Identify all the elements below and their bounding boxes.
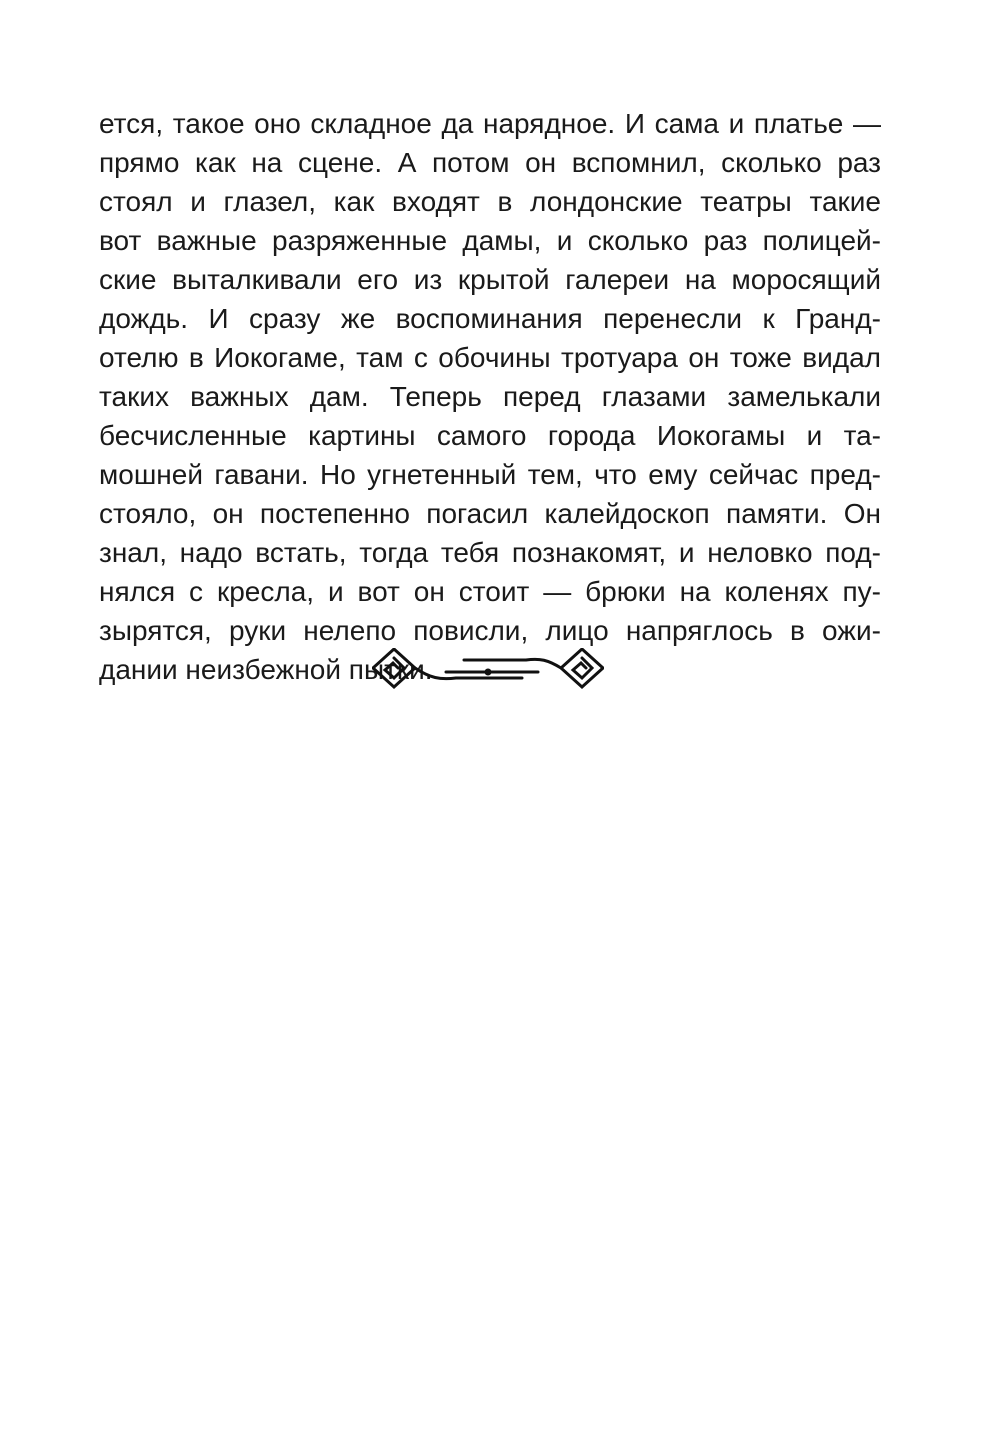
text-line: дождь. И сразу же воспоминания перенесли к Гранд-: [99, 303, 881, 334]
ornament-dot: [485, 669, 492, 676]
text-line: стояло, он постепенно погасил калейдоскоп памяти. Он: [99, 498, 881, 529]
text-line: прямо как на сцене. А потом он вспомнил, сколько раз: [99, 147, 881, 178]
text-line: ется, такое оно складное да нарядное. И сама и платье —: [99, 108, 881, 139]
text-line: стоял и глазел, как входят в лондонские театры такие: [99, 186, 881, 217]
text-line: дании неизбежной пытки.: [99, 654, 433, 685]
text-line: вот важные разряженные дамы, и сколько раз полицей-: [99, 225, 881, 256]
body-text: [99, 104, 881, 689]
text-line: таких важных дам. Теперь перед глазами замелькали: [99, 381, 881, 412]
text-line: ские выталкивали его из крытой галереи на моросящий: [99, 264, 881, 295]
text-line: отелю в Иокогаме, там с обочины тротуара он тоже видал: [99, 342, 881, 373]
scroll-divider-icon: [372, 648, 604, 704]
text-line: нялся с кресла, и вот он стоит — брюки на коленях пу-: [99, 576, 881, 607]
text-line: бесчисленные картины самого города Иокогамы и та-: [99, 420, 881, 451]
text-line: зырятся, руки нелепо повисли, лицо напряглось в ожи-: [99, 615, 881, 646]
text-line: мошней гавани. Но угнетенный тем, что ему сейчас пред-: [99, 459, 881, 490]
text-line: знал, надо встать, тогда тебя познакомят, и неловко под-: [99, 537, 881, 568]
